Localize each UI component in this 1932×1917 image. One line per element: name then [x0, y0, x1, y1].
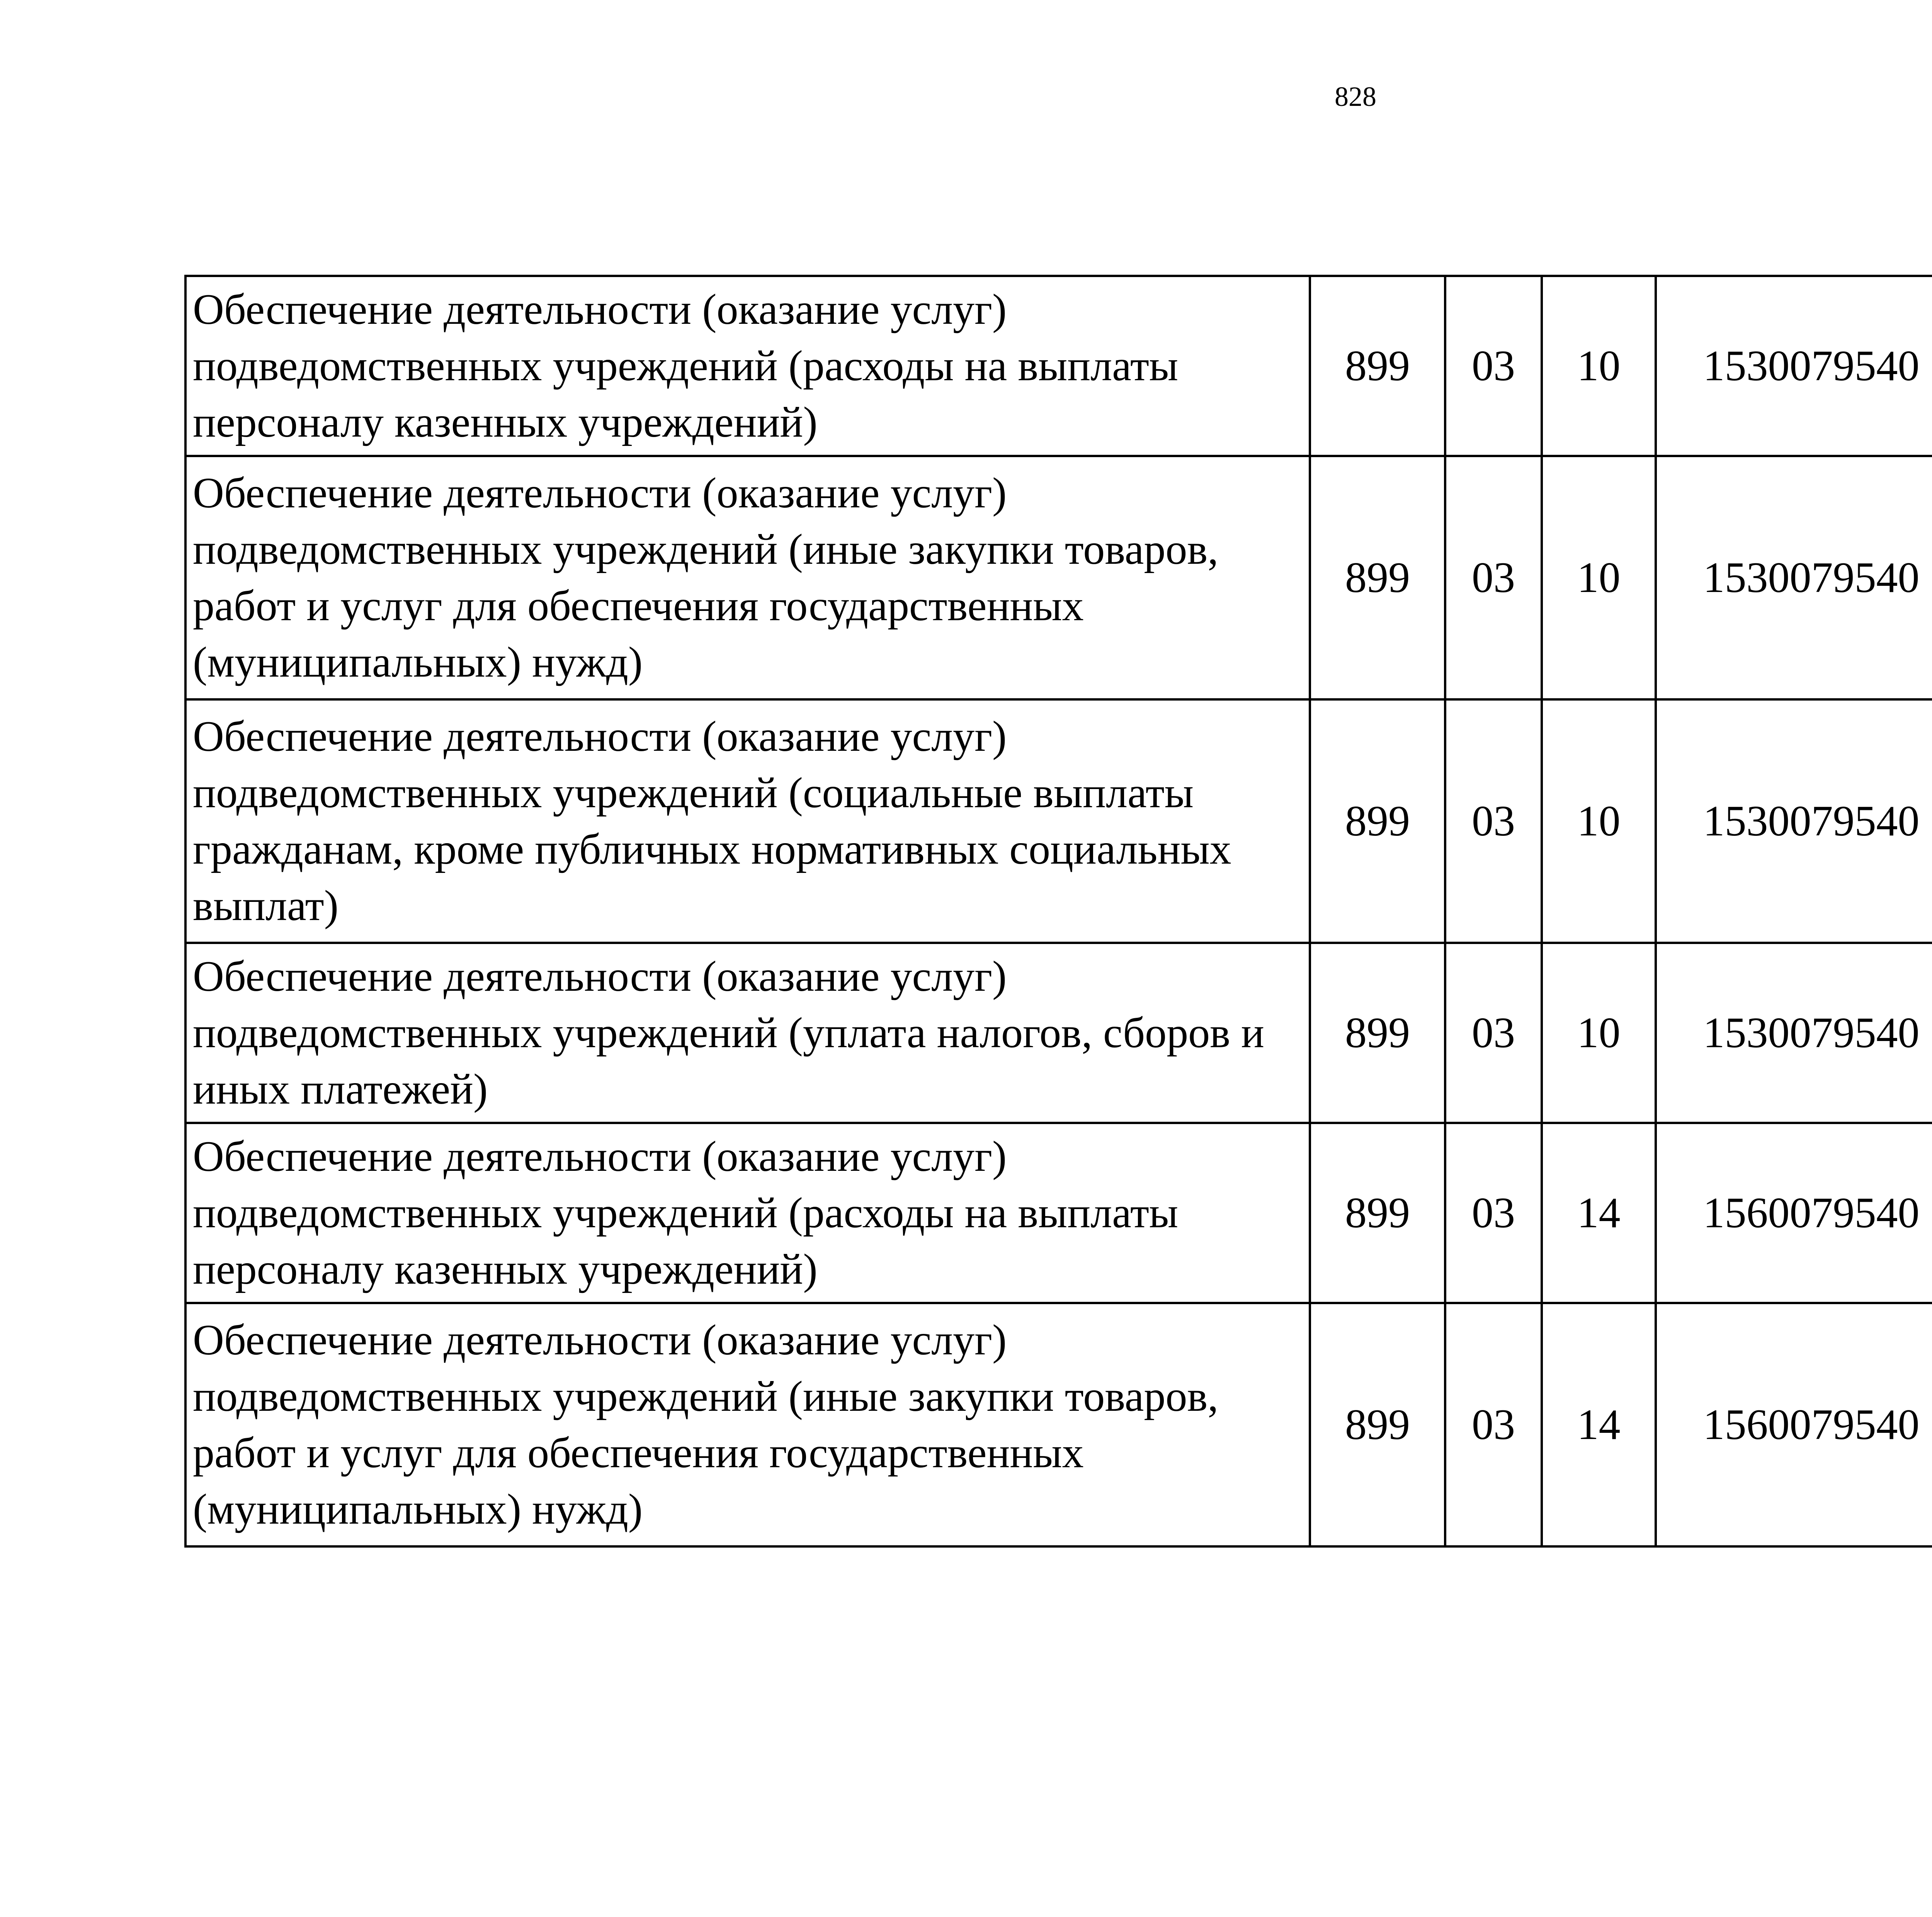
row-csr-code: 1560079540	[1656, 1123, 1932, 1303]
row-csr-code: 1530079540	[1656, 276, 1932, 456]
row-rz-code: 03	[1445, 1303, 1542, 1546]
row-rz-code: 03	[1445, 1123, 1542, 1303]
row-description: Обеспечение деятельности (оказание услуг) подведомственных учреждений (социальные выплаты гражданам, кроме публичных нормативных социальных выплат)	[185, 699, 1310, 943]
row-pr-code: 14	[1542, 1123, 1656, 1303]
row-csr-code: 1560079540	[1656, 1303, 1932, 1546]
row-ved-code: 899	[1310, 943, 1445, 1123]
table-row	[185, 699, 1932, 943]
row-ved-code: 899	[1310, 699, 1445, 943]
row-description: Обеспечение деятельности (оказание услуг) подведомственных учреждений (иные закупки товаров, работ и услуг для обеспечения государственных (муниципальных) нужд)	[185, 1303, 1310, 1546]
table-row	[185, 1303, 1932, 1546]
row-pr-code: 14	[1542, 1303, 1656, 1546]
table-row	[185, 456, 1932, 699]
row-description: Обеспечение деятельности (оказание услуг) подведомственных учреждений (уплата налогов, сборов и иных платежей)	[185, 943, 1310, 1123]
row-description: Обеспечение деятельности (оказание услуг) подведомственных учреждений (расходы на выплаты персоналу казенных учреждений)	[185, 276, 1310, 456]
row-description: Обеспечение деятельности (оказание услуг) подведомственных учреждений (расходы на выплаты персоналу казенных учреждений)	[185, 1123, 1310, 1303]
row-pr-code: 10	[1542, 456, 1656, 699]
row-rz-code: 03	[1445, 943, 1542, 1123]
row-description: Обеспечение деятельности (оказание услуг) подведомственных учреждений (иные закупки товаров, работ и услуг для обеспечения государственных (муниципальных) нужд)	[185, 456, 1310, 699]
row-rz-code: 03	[1445, 456, 1542, 699]
row-pr-code: 10	[1542, 699, 1656, 943]
table-row	[185, 276, 1932, 456]
row-rz-code: 03	[1445, 699, 1542, 943]
row-ved-code: 899	[1310, 456, 1445, 699]
row-csr-code: 1530079540	[1656, 699, 1932, 943]
table-row	[185, 943, 1932, 1123]
row-csr-code: 1530079540	[1656, 456, 1932, 699]
page-number: 828	[1335, 81, 1376, 112]
table-row	[185, 1123, 1932, 1303]
row-pr-code: 10	[1542, 943, 1656, 1123]
row-ved-code: 899	[1310, 1303, 1445, 1546]
budget-table	[184, 275, 1932, 1548]
row-ved-code: 899	[1310, 1123, 1445, 1303]
row-csr-code: 1530079540	[1656, 943, 1932, 1123]
row-rz-code: 03	[1445, 276, 1542, 456]
row-ved-code: 899	[1310, 276, 1445, 456]
row-pr-code: 10	[1542, 276, 1656, 456]
